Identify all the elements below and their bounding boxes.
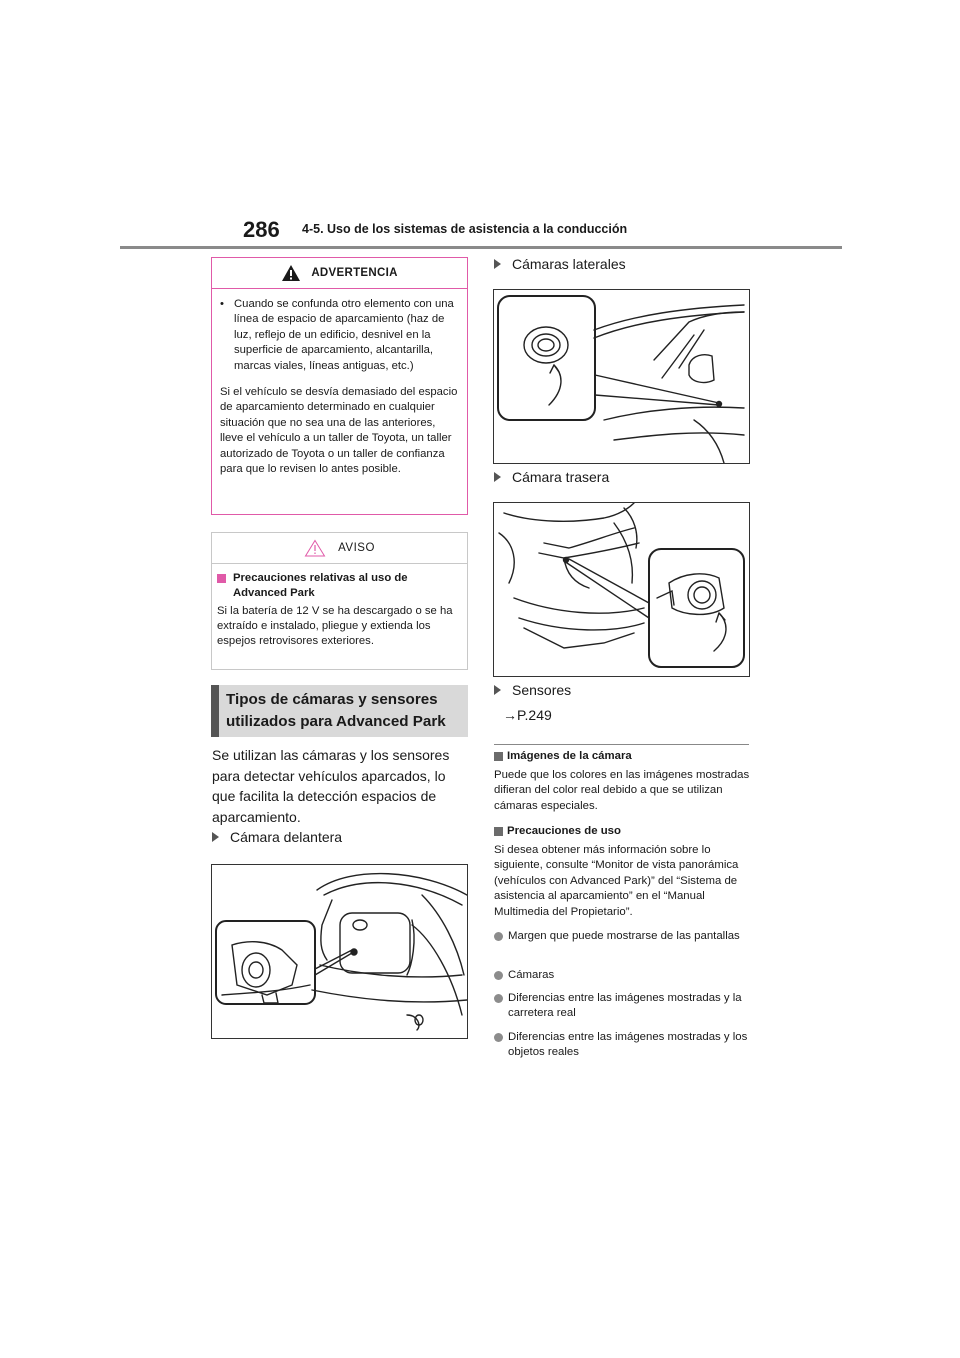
- page-number: 286: [243, 217, 280, 242]
- sensors-page-reference[interactable]: →P.249: [503, 707, 552, 723]
- intro-text: Se utilizan las cámaras y los sensores para detectar vehículos aparcados, lo que facilita la detección espacios de aparcamiento.: [212, 747, 450, 825]
- sensors-item: [494, 682, 571, 698]
- notes-divider: [494, 744, 749, 745]
- square-bullet-icon: [217, 574, 226, 583]
- triangle-bullet-icon: [494, 472, 501, 482]
- precaution-bullet-text: Cámaras: [508, 969, 555, 981]
- precautions-heading-text: Precauciones de uso: [507, 825, 621, 837]
- precautions-heading: [494, 825, 621, 837]
- triangle-bullet-icon: [494, 259, 501, 269]
- notice-heading: [217, 571, 462, 601]
- precaution-bullet: [494, 929, 750, 944]
- precaution-bullet-text: Diferencias entre las imágenes mostradas y los objetos reales: [508, 1031, 748, 1059]
- rear-camera-illustration: [493, 502, 750, 677]
- rear-camera-label: Cámara trasera: [512, 469, 610, 485]
- triangle-bullet-icon: [212, 832, 219, 842]
- precaution-bullet-text: Margen que puede mostrarse de las pantallas: [508, 930, 740, 942]
- warning-title: ADVERTENCIA: [311, 267, 398, 279]
- precaution-bullet: [494, 991, 750, 1022]
- square-bullet-icon: [494, 752, 503, 761]
- header-divider: [120, 246, 842, 249]
- warning-bullet-text: Cuando se confunda otro elemento con una línea de espacio de aparcamiento (haz de luz, reflejo de un edificio, desnivel en la superficie de aparcamiento, alcantarilla, marcas viales, líneas antiguas, etc.): [234, 298, 454, 372]
- warning-bullet: • Cuando se confunda otro elemento con una línea de espacio de aparcamiento (haz de luz, reflejo de un edificio, desnivel en la superficie de aparcamiento, alcantarilla, marcas viales, líneas antiguas, etc.): [220, 297, 459, 374]
- sensors-label: Sensores: [512, 682, 572, 698]
- rear-camera-item: [494, 469, 609, 485]
- side-cameras-item: [494, 256, 626, 272]
- front-camera-illustration: [211, 864, 468, 1039]
- circle-bullet-icon: [494, 1033, 503, 1042]
- warning-header: [212, 258, 467, 289]
- section-heading-bar: [211, 685, 219, 737]
- precautions-text: Si desea obtener más información sobre lo siguiente, consulte “Monitor de vista panorámica (vehículos con Advanced Park)” del “Sistema de asistencia al aparcamiento” en el “Manual Multimedia del Propietario”.: [494, 844, 739, 918]
- warning-triangle-icon: [281, 264, 301, 282]
- warning-paragraph: Si el vehículo se desvía demasiado del espacio de aparcamiento determinado en cualquier situación que no sea una de las anteriores, lleve el vehículo a un taller de Toyota, un taller autorizado de Toyota o un taller de confianza para que lo revisen lo antes posible.: [220, 386, 458, 476]
- front-camera-item: [212, 829, 342, 845]
- warning-box: [211, 257, 468, 515]
- notice-paragraph: Si la batería de 12 V se ha descargado o se ha extraído e instalado, pliegue y extienda los espejos retrovisores exteriores.: [217, 605, 453, 647]
- camera-images-heading-text: Imágenes de la cámara: [507, 750, 632, 762]
- circle-bullet-icon: [494, 971, 503, 980]
- circle-bullet-icon: [494, 994, 503, 1003]
- circle-bullet-icon: [494, 932, 503, 941]
- square-bullet-icon: [494, 827, 503, 836]
- camera-images-text: Puede que los colores en las imágenes mostradas difieran del color real debido a que se utilizan cámaras especiales.: [494, 769, 750, 812]
- notice-heading-text: Precauciones relativas al uso de Advanced Park: [233, 572, 408, 599]
- precaution-bullet-text: Diferencias entre las imágenes mostradas y la carretera real: [508, 992, 742, 1020]
- camera-images-heading: [494, 750, 632, 762]
- side-cameras-illustration: [493, 289, 750, 464]
- section-header: 4-5. Uso de los sistemas de asistencia a la conducción: [302, 222, 628, 236]
- notice-box: [211, 532, 468, 670]
- caution-triangle-icon: [304, 539, 326, 557]
- section-heading-box: [211, 685, 468, 737]
- triangle-bullet-icon: [494, 685, 501, 695]
- notice-title: AVISO: [338, 542, 375, 554]
- side-cameras-label: Cámaras laterales: [512, 256, 626, 272]
- front-camera-label: Cámara delantera: [230, 829, 343, 845]
- precaution-bullet: [494, 968, 750, 983]
- section-title: Tipos de cámaras y sensores utilizados para Advanced Park: [226, 691, 446, 730]
- notice-header: [212, 533, 467, 564]
- precaution-bullet: [494, 1030, 750, 1061]
